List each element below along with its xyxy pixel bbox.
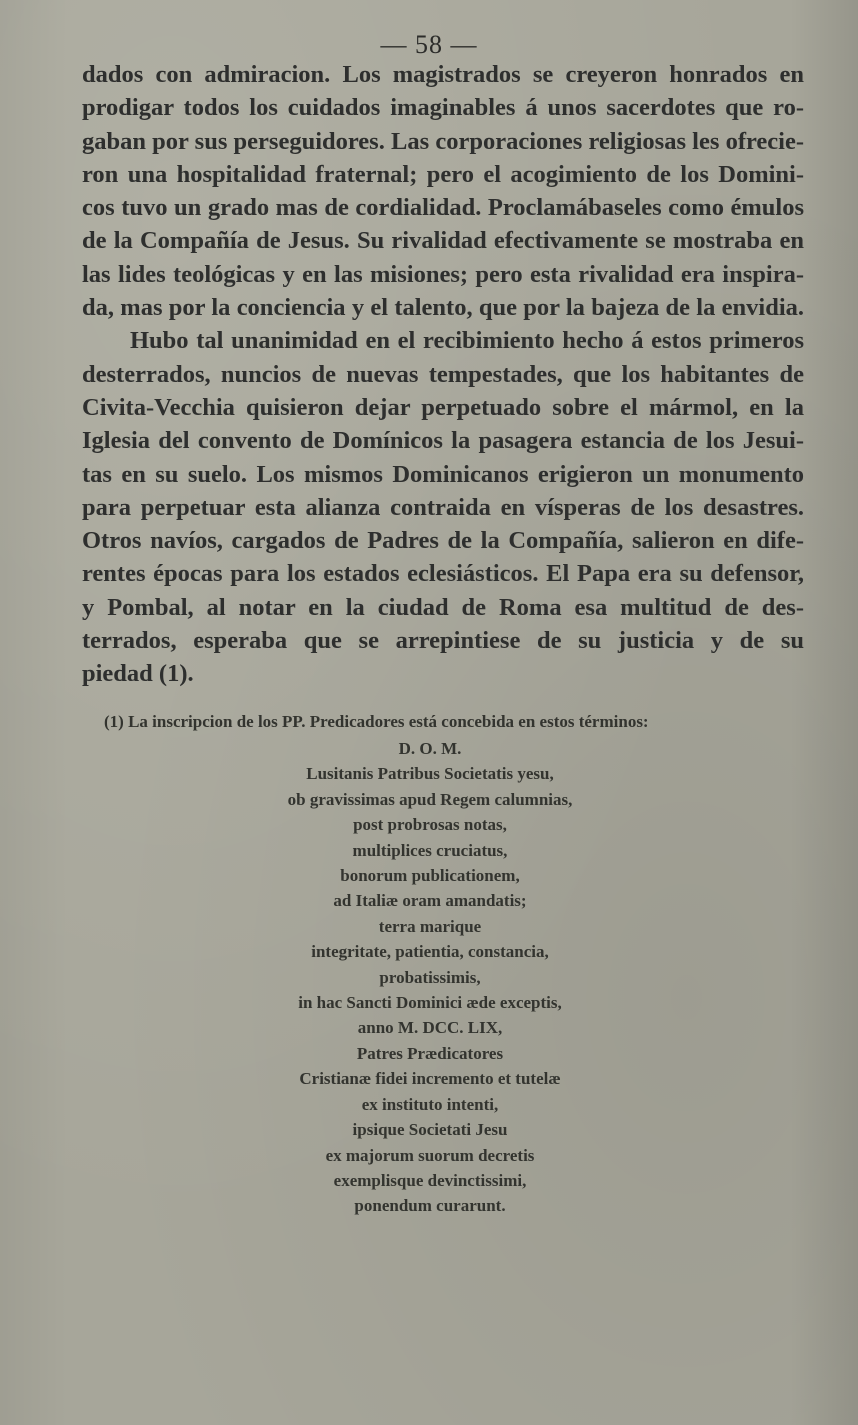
inscription-line: D. O. M. — [398, 739, 462, 758]
footnote-inscription — [170, 736, 690, 1219]
text-line: desterrados, nuncios de nuevas tempestades, que los habitantes de — [82, 360, 804, 388]
text-line: terrados, esperaba que se arrepintiese de su justicia y de su — [82, 627, 804, 655]
footnote-intro: (1) La inscripcion de los PP. Predicadores está concebida en estos términos: — [104, 712, 649, 731]
main-text-block — [82, 58, 804, 691]
inscription-line: Lusitanis Patribus Societatis yesu, — [306, 764, 554, 784]
page-number: — 58 — — [380, 30, 478, 59]
inscription-line: Patres Prædicatores — [356, 1043, 504, 1063]
inscription-line: terra marique — [378, 916, 482, 936]
inscription-line: in hac Sancti Dominici æde exceptis, — [298, 993, 562, 1013]
text-line: de la Compañía de Jesus. Su rivalidad efectivamente se mostraba en — [82, 227, 804, 255]
text-line: Civita-Vecchia quisieron dejar perpetuado sobre el mármol, en la — [82, 393, 804, 421]
text-line: Otros navíos, cargados de Padres de la Compañía, salieron en dife- — [82, 527, 804, 555]
inscription-line: ipsique Societati Jesu — [352, 1120, 508, 1140]
inscription-line: multiplices cruciatus, — [352, 840, 508, 860]
inscription-line: ad Italiæ oram amandatis; — [333, 891, 527, 911]
inscription-line: exemplisque devinctissimi, — [333, 1170, 527, 1190]
text-line: para perpetuar esta alianza contraida en vísperas de los desastres. — [82, 493, 804, 521]
inscription-line: ob gravissimas apud Regem calumnias, — [287, 789, 573, 809]
text-line: Iglesia del convento de Domínicos la pasagera estancia de los Jesui- — [82, 427, 804, 455]
text-line: las lides teológicas y en las misiones; pero esta rivalidad era inspira- — [82, 260, 804, 288]
inscription-line: Cristianæ fidei incremento et tutelæ — [299, 1069, 561, 1089]
inscription-line: anno M. DCC. LIX, — [357, 1018, 503, 1038]
text-line: gaban por sus perseguidores. Las corporaciones religiosas les ofrecie- — [82, 127, 804, 155]
inscription-line: post probrosas notas, — [353, 815, 507, 835]
paragraph-start-line: Hubo tal unanimidad en el recibimiento hecho á estos primeros — [130, 327, 804, 355]
inscription-line: bonorum publicationem, — [340, 866, 520, 886]
text-line: rentes épocas para los estados eclesiásticos. El Papa era su defensor, — [82, 560, 804, 588]
text-line: cos tuvo un grado mas de cordialidad. Proclamábaseles como émulos — [82, 194, 804, 222]
inscription-line: integritate, patientia, constancia, — [311, 942, 549, 962]
text-line: piedad (1). — [82, 660, 194, 688]
text-line: dados con admiracion. Los magistrados se creyeron honrados en — [82, 61, 804, 88]
inscription-line: probatissimis, — [379, 967, 481, 987]
text-line: y Pombal, al notar en la ciudad de Roma esa multitud de des- — [82, 593, 804, 621]
inscription-line: ponendum curarunt. — [354, 1196, 506, 1216]
text-line: da, mas por la conciencia y el talento, que por la bajeza de la envidia. — [82, 294, 804, 322]
text-line: tas en su suelo. Los mismos Dominicanos erigieron un monumento — [82, 460, 804, 488]
inscription-line: ex majorum suorum decretis — [325, 1145, 535, 1165]
text-line: ron una hospitalidad fraternal; pero el acogimiento de los Domini- — [82, 160, 804, 188]
inscription-line: ex instituto intenti, — [361, 1094, 499, 1114]
text-line: prodigar todos los cuidados imaginables á unos sacerdotes que ro- — [82, 94, 804, 122]
